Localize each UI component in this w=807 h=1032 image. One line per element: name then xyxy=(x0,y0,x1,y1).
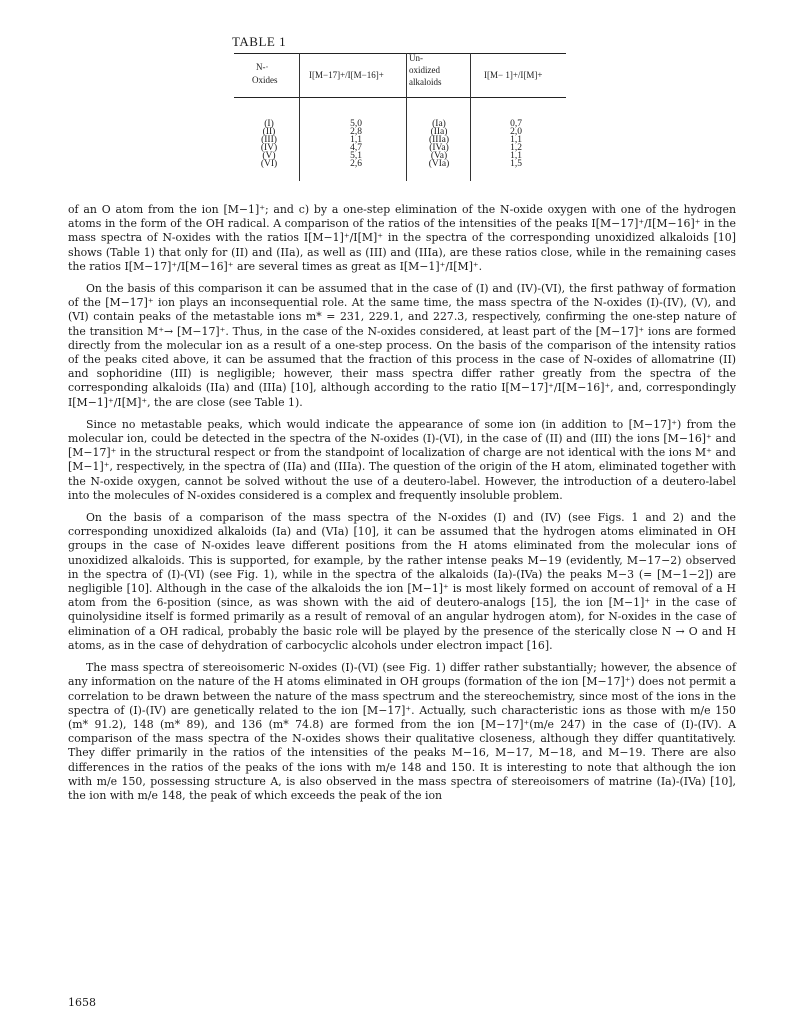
page-number: 1658 xyxy=(68,996,96,1009)
table-column-divider xyxy=(406,53,407,181)
table-header-rule xyxy=(234,97,566,98)
table-cell: 2,0 xyxy=(510,127,522,137)
table-cell: (IIIa) xyxy=(428,135,450,145)
table-cell: (VIa) xyxy=(428,159,450,169)
table-cell: 5,1 xyxy=(350,151,362,161)
data-table xyxy=(234,49,566,179)
table-cell: 2,6 xyxy=(350,159,362,169)
header-col1-line2: Oxides xyxy=(252,75,278,85)
paragraph: The mass spectra of stereoisomeric N-oxides (I)-(VI) (see Fig. 1) differ rather substantially; however, the absence of any information on the nature of the H atoms eliminated in OH groups (formation of the ion [M−17]⁺) does not permit a correlation to be drawn between the nature of the mass spectrum and the stereochemistry, since most of the ions in the spectra of (I)-(IV) are genetically related to the ion [M−17]⁺. Actually, such characteristic ions as those with m/e 150 (m* 91.2), 148 (m* 89), and 136 (m* 74.8) are formed from the ion [M−17]⁺(m/e 247) in the case of (I)-(IV). A comparison of the mass spectra of the N-oxides shows their qualitative closeness, although they differ quantitatively. They differ primarily in the ratios of the intensities of the peaks M−16, M−17, M−18, and M−19. There are also differences in the ratios of the peaks of the ions with m/e 148 and 150. It is interesting to note that although the ion with m/e 150, possessing structure A, is also observed in the mass spectra of stereoisomers of matrine (Ia)-(IVa) [10], the ion with m/e 148, the peak of which exceeds the peak of the ion xyxy=(68,661,736,802)
table-cell: (VI) xyxy=(260,159,278,169)
oxides-column xyxy=(252,120,286,168)
table-cell: (IIa) xyxy=(430,127,448,137)
paragraph: Since no metastable peaks, which would indicate the appearance of some ion (in addition to [M−17]⁺) from the molecular ion, could be detected in the spectra of the N-oxides (I)-(VI), in the case of (II) and (III) the ions [M−16]⁺ and [M−17]⁺ in the structural respect or from the standpoint of localization of charge are not identical with the ions M⁺ and [M−1]⁺, respectively, in the spectra of (IIa) and (IIIa). The question of the origin of the H atom, eliminated together with the N-oxide oxygen, cannot be solved without the use of a deutero-label. However, the introduction of a deutero-label into the molecules of N-oxides considered is a complex and frequently insoluble problem. xyxy=(68,417,736,502)
table-cell: 2,8 xyxy=(350,127,362,137)
table-cell: 1,1 xyxy=(510,151,522,161)
ratio2-column xyxy=(496,120,536,168)
table-top-rule xyxy=(234,53,566,54)
table-cell: (III) xyxy=(261,135,277,145)
table-cell: (II) xyxy=(262,127,276,137)
table-title: TABLE 1 xyxy=(232,34,287,49)
header-col4: I[M− 1]+/I[M]+ xyxy=(484,70,543,80)
table-cell: (Va) xyxy=(430,151,448,161)
table-cell: 1,1 xyxy=(510,135,522,145)
paragraph: On the basis of this comparison it can be assumed that in the case of (I) and (IV)-(VI), the first pathway of formation of the [M−17]⁺ ion plays an inconsequential role. At the same time, the mass spectra of the N-oxides (I)-(IV), (V), and (VI) contain peaks of the metastable ions m* = 231, 229.1, and 227.3, respectively, confirming the one-step nature of the transition M⁺→ [M−17]⁺. Thus, in the case of the N-oxides considered, at least part of the [M−17]⁺ ions are formed directly from the molecular ion as a result of a one-step process. On the basis of the comparison of the intensity ratios of the peaks cited above, it can be assumed that the fraction of this process in the case of N-oxides of allomatrine (II) and sophoridine (III) is negligible; however, their mass spectra differ rather greatly from the spectra of the corresponding alkaloids (IIa) and (IIIa) [10], although according to the ratio I[M−17]⁺/I[M−16]⁺, and, correspondingly I[M−1]⁺/I[M]⁺, the are close (see Table 1). xyxy=(68,282,736,409)
table-cell: (IVa) xyxy=(429,143,449,153)
table-cell: (IV) xyxy=(260,143,278,153)
table-cell: (I) xyxy=(264,119,274,129)
paragraph: On the basis of a comparison of the mass spectra of the N-oxides (I) and (IV) (see Figs. 1 and 2) and the corresponding unoxidized alkaloids (Ia) and (VIa) [10], it can be assumed that the hydrogen atoms eliminated in OH groups in the case of N-oxides leave different positions from the H atoms eliminated from the molecular ions of unoxidized alkaloids. This is supported, for example, by the rather intense peaks M−19 (evidently, M−17−2) observed in the spectra of (I)-(VI) (see Fig. 1), while in the spectra of the alkaloids (Ia)-(IVa) the peaks M−3 (= [M−1−2]) are negligible [10]. Although in the case of the alkaloids the ion [M−1]⁺ is most likely formed on account of removal of a H atom from the 6-position (since, as was shown with the aid of deutero-analogs [15], the ion [M−1]⁺ in the case of quinolysidine itself is formed primarily as a result of removal of an angular hydrogen atom), for N-oxides in the case of elimination of a OH radical, probably the basic role will be played by the presence of the sterically close N → O and H atoms, as in the case of dehydration of carbocyclic alcohols under electron impact [16]. xyxy=(68,511,736,652)
table-column-divider xyxy=(299,53,300,181)
paragraph: of an O atom from the ion [M−1]⁺; and c) by a one-step elimination of the N-oxide oxygen with one of the hydrogen atoms in the form of the OH radical. A comparison of the ratios of the intensities of the peaks I[M−17]⁺/I[M−16]⁺ in the mass spectra of N-oxides with the ratios I[M−1]⁺/I[M]⁺ in the spectra of the corresponding unoxidized alkaloids [10] shows (Table 1) that only for (II) and (IIa), as well as (III) and (IIIa), are these ratios close, while in the remaining cases the ratios I[M−17]⁺/I[M−16]⁺ are several times as great as I[M−1]⁺/I[M]⁺. xyxy=(68,203,736,273)
table-cell: 0,7 xyxy=(510,119,522,129)
table-cell: 1,5 xyxy=(510,159,522,169)
table-cell: 1,2 xyxy=(510,143,522,153)
header-col2: I[M−17]+/I[M−16]+ xyxy=(309,70,384,80)
table-cell: 5,0 xyxy=(350,119,362,129)
alkaloids-column xyxy=(414,120,464,168)
body-text xyxy=(68,203,736,811)
ratio1-column xyxy=(334,120,378,168)
header-col1-line1: N-· xyxy=(256,62,269,72)
header-col3-line3: alkaloids xyxy=(409,77,442,87)
table-column-divider xyxy=(470,53,471,181)
table-cell: 1,1 xyxy=(350,135,362,145)
header-col3-line2: oxidized xyxy=(409,65,440,75)
table-cell: 4,7 xyxy=(350,143,362,153)
table-cell: (V) xyxy=(262,151,276,161)
table-cell: (Ia) xyxy=(432,119,446,129)
header-col3-line1: Un- xyxy=(409,53,423,63)
